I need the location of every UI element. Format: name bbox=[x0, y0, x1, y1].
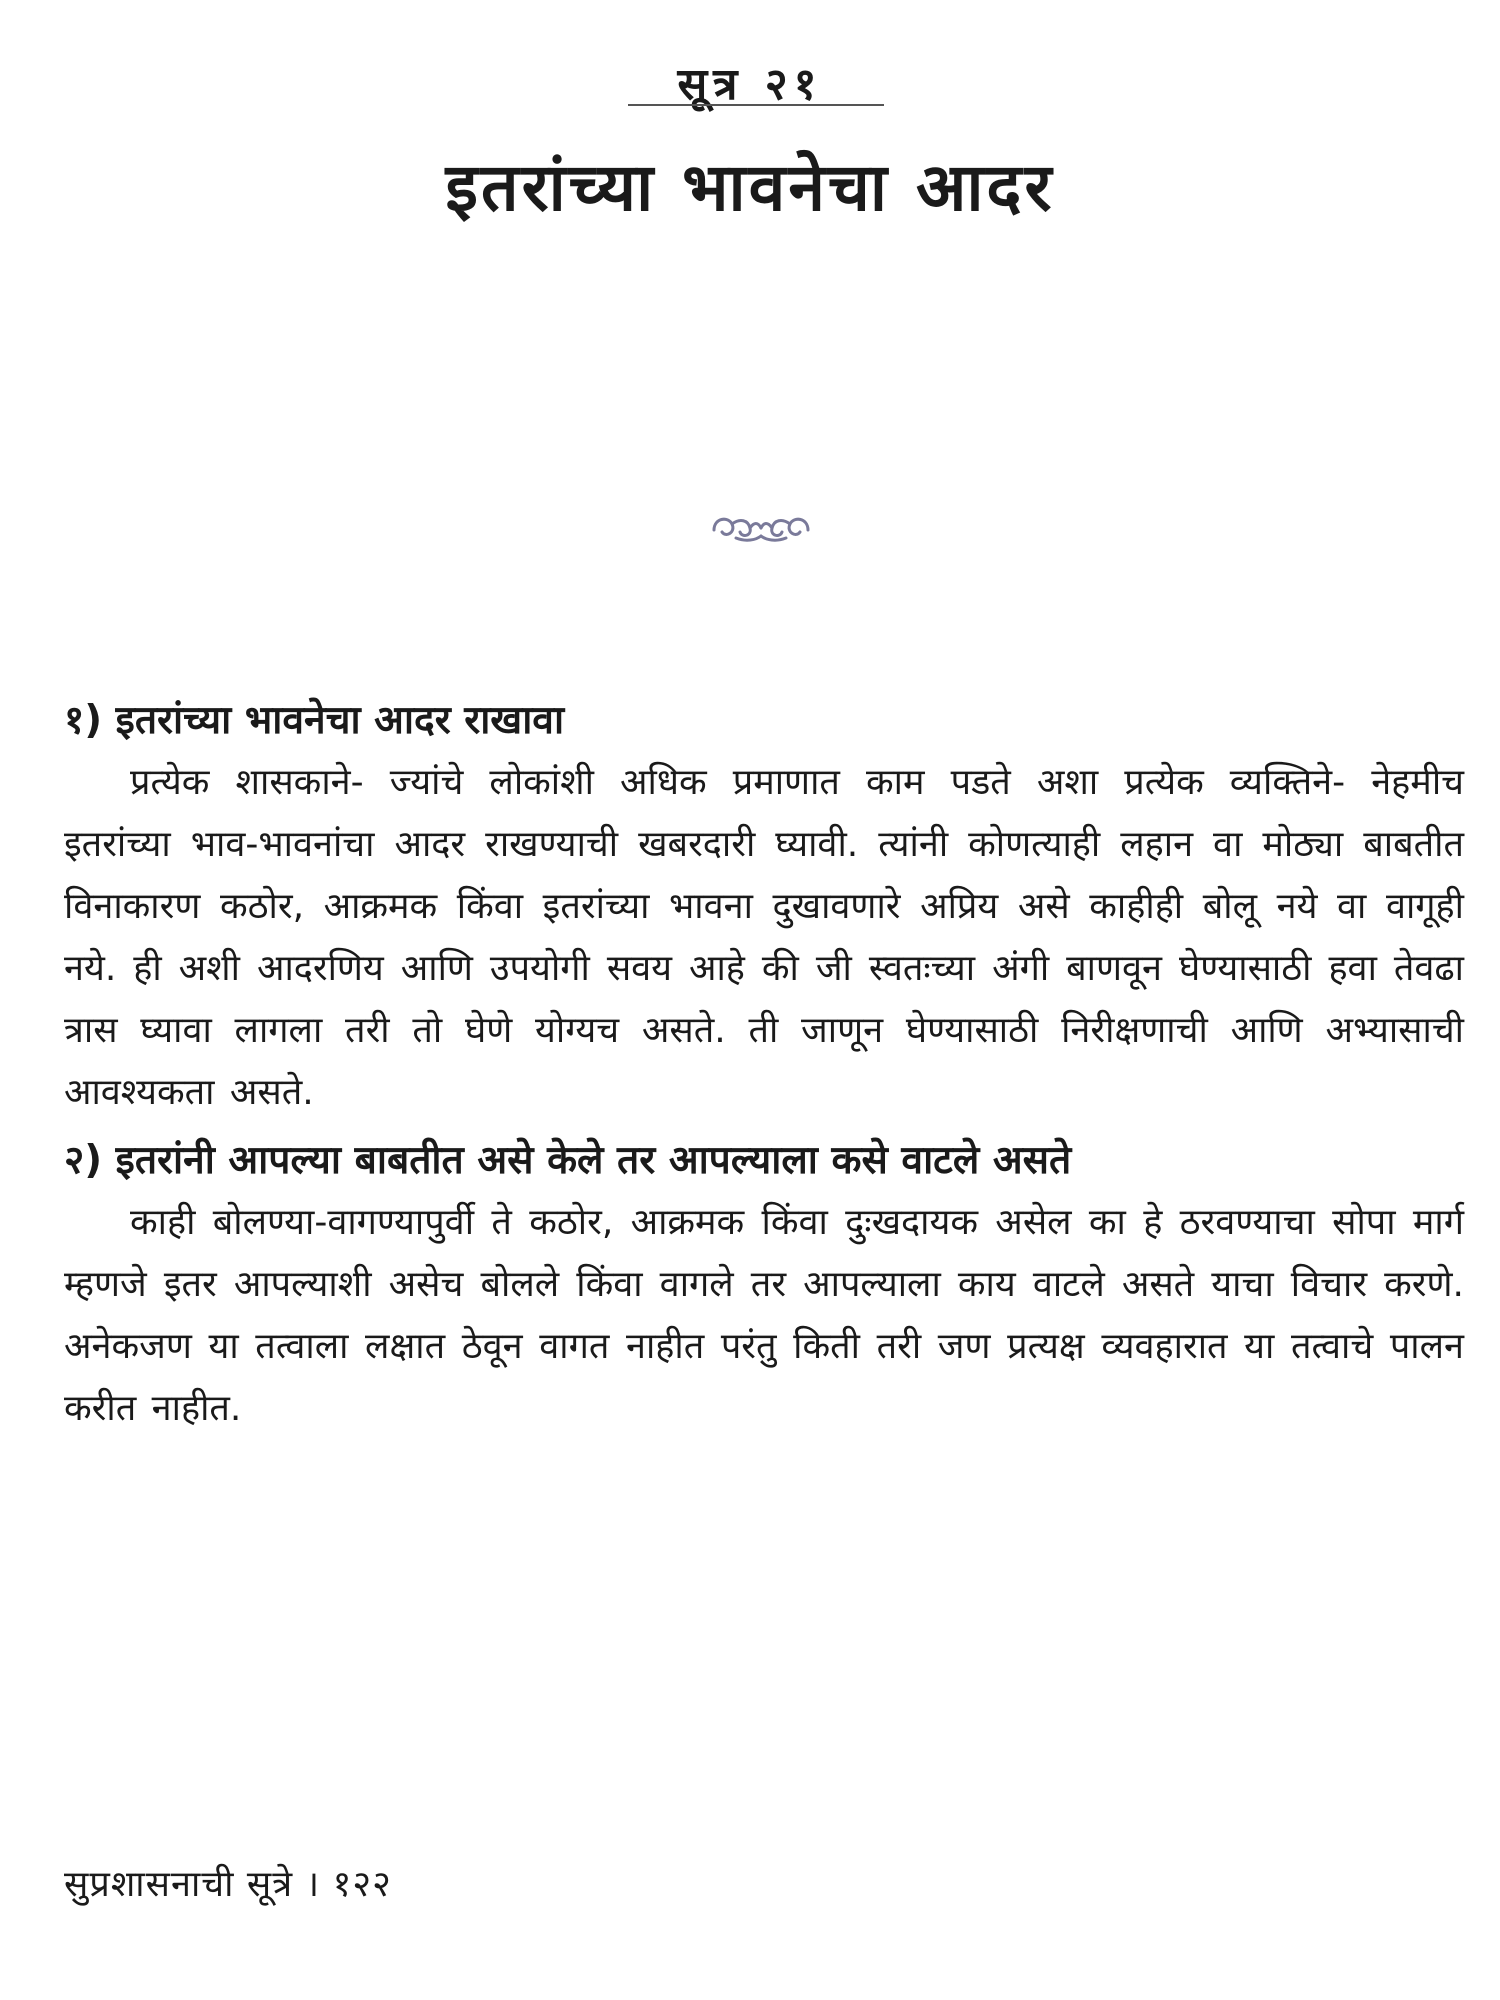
section-2-heading: २) इतरांनी आपल्या बाबतीत असे केले तर आपल्याला कसे वाटले असते bbox=[64, 1138, 1072, 1183]
section-2-paragraph: काही बोलण्या-वागण्यापुर्वी ते कठोर, आक्रमक किंवा दुःखदायक असेल का हे ठरवण्याचा सोपा मार्ग म्हणजे इतर आपल्याशी असेच बोलले किंवा वागले तर आपल्याला काय वाटले असते याचा विचार करणे. अनेकजण या तत्वाला लक्षात ठेवून वागत नाहीत परंतु किती तरी जण प्रत्यक्ष व्यवहारात या तत्वाचे पालन करीत नाहीत. bbox=[64, 1202, 1464, 1429]
section-1-heading: १) इतरांच्या भावनेचा आदर राखावा bbox=[64, 698, 565, 743]
floral-divider-icon bbox=[706, 508, 816, 548]
page-footer: सुप्रशासनाची सूत्रे । १२२ bbox=[64, 1864, 392, 1905]
page-content bbox=[64, 690, 1464, 1446]
chapter-title: इतरांच्या भावनेचा आदर bbox=[445, 149, 1055, 226]
sutra-underline bbox=[628, 104, 884, 106]
sutra-number-label: सूत्र २१ bbox=[677, 59, 823, 110]
section-1-paragraph: प्रत्येक शासकाने- ज्यांचे लोकांशी अधिक प्रमाणात काम पडते अशा प्रत्येक व्यक्तिने- नेहमीच इतरांच्या भाव-भावनांचा आदर राखण्याची खबरदारी घ्यावी. त्यांनी कोणत्याही लहान वा मोठ्या बाबतीत विनाकारण कठोर, आक्रमक किंवा इतरांच्या भावना दुखावणारे अप्रिय असे काहीही बोलू नये वा वागूही नये. ही अशी आदरणिय आणि उपयोगी सवय आहे की जी स्वतःच्या अंगी बाणवून घेण्यासाठी हवा तेवढा त्रास घ्यावा लागला तरी तो घेणे योग्यच असते. ती जाणून घेण्यासाठी निरीक्षणाची आणि अभ्यासाची आवश्यकता असते. bbox=[64, 762, 1464, 1113]
